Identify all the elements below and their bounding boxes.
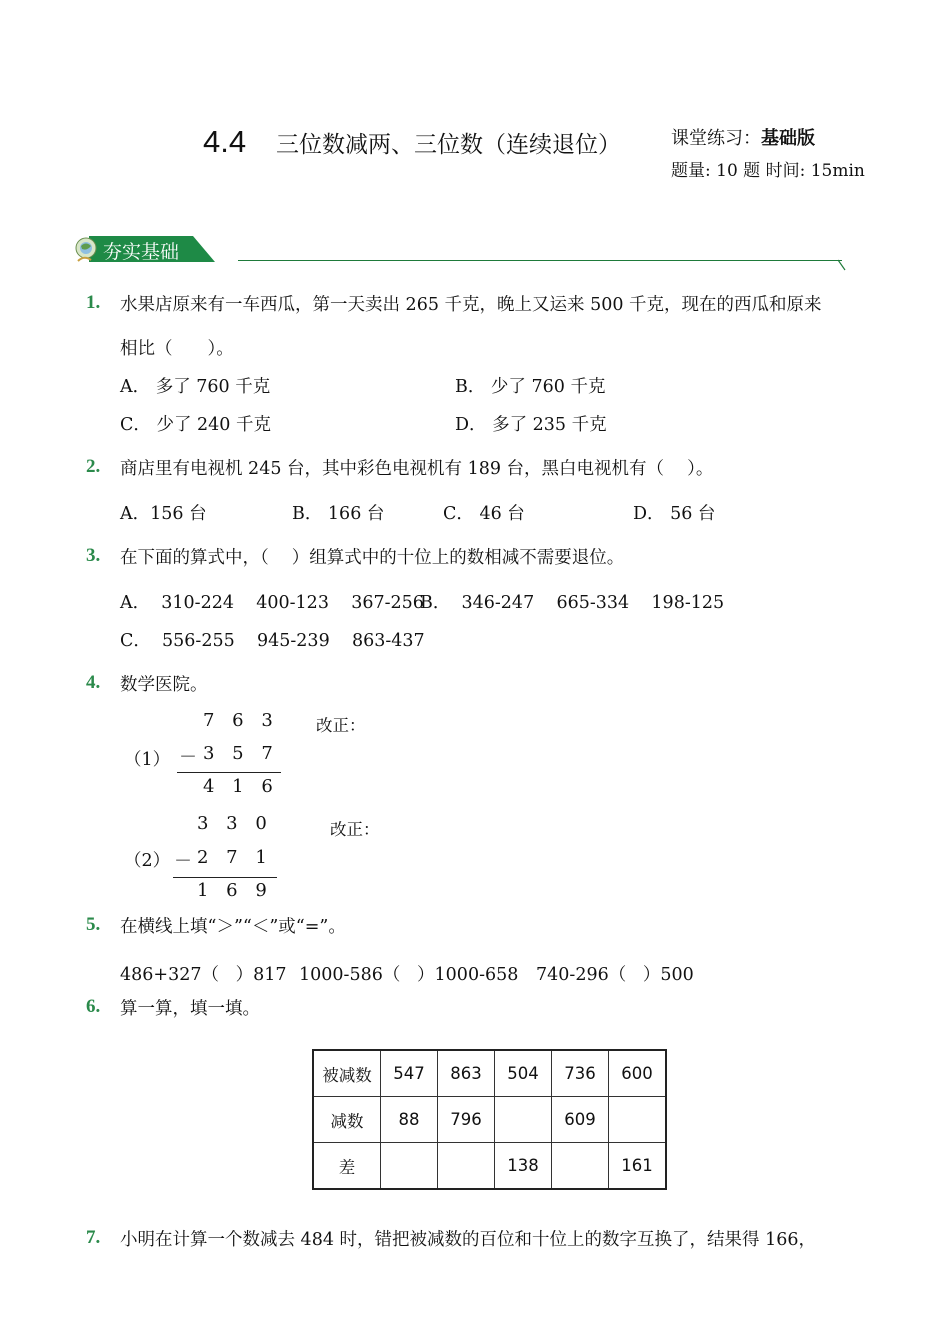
exercise-meta: 题量: 10 题 时间: 15min xyxy=(671,161,865,181)
q3-option-a[interactable]: A． 310-224 400-123 367-256 xyxy=(120,593,424,613)
table-cell[interactable] xyxy=(438,1143,495,1190)
q3-text: 在下面的算式中，（ ）组算式中的十位上的数相减不需要退位。 xyxy=(120,548,625,568)
section-divider xyxy=(238,260,842,261)
table-cell[interactable]: 138 xyxy=(495,1143,552,1190)
q2-number: 2. xyxy=(86,456,101,477)
q4-2-label: （2） xyxy=(124,851,171,871)
q5-item-1[interactable]: 486+327（ ）817 xyxy=(120,965,287,985)
exercise-type xyxy=(671,124,815,150)
divider-tail xyxy=(838,259,846,271)
table-cell[interactable] xyxy=(381,1143,438,1190)
q4-2-minus-sign: － xyxy=(174,851,192,872)
q4-2-rule xyxy=(173,877,277,878)
q3-number: 3. xyxy=(86,545,101,566)
q4-2-minuend: 3 3 0 xyxy=(197,813,273,834)
row-header: 减数 xyxy=(313,1097,381,1143)
q4-1-result: 4 1 6 xyxy=(203,776,279,797)
q5-text: 在横线上填“＞”“＜”或“=”。 xyxy=(120,917,346,937)
q1-text-line2: 相比（ ）。 xyxy=(120,339,234,359)
table-cell[interactable]: 796 xyxy=(438,1097,495,1143)
q4-2-result: 1 6 9 xyxy=(197,880,273,901)
q4-1-label: （1） xyxy=(124,750,171,770)
q4-1-minus-sign: － xyxy=(179,747,197,768)
row-header: 被减数 xyxy=(313,1050,381,1097)
exercise-level: 基础版 xyxy=(761,128,815,149)
q1-text-line1: 水果店原来有一车西瓜，第一天卖出 265 千克，晚上又运来 500 千克，现在的西瓜和原来 xyxy=(120,295,822,315)
q1-option-d[interactable]: D． 多了 235 千克 xyxy=(455,415,607,435)
q6-text: 算一算，填一填。 xyxy=(120,999,260,1019)
q2-option-b[interactable]: B． 166 台 xyxy=(292,504,385,524)
q1-option-c[interactable]: C． 少了 240 千克 xyxy=(120,415,271,435)
table-cell[interactable] xyxy=(609,1097,667,1143)
q4-1-minuend: 7 6 3 xyxy=(203,710,279,731)
section-title: 夯实基础 xyxy=(103,241,180,263)
q2-option-d[interactable]: D． 56 台 xyxy=(633,504,716,524)
q4-2-subtrahend: 2 7 1 xyxy=(197,847,273,868)
q4-1-fix-label: 改正： xyxy=(316,716,366,735)
table-cell[interactable]: 863 xyxy=(438,1050,495,1097)
q2-option-a[interactable]: A．156 台 xyxy=(120,504,207,524)
table-row-difference xyxy=(313,1143,666,1190)
table-cell[interactable]: 504 xyxy=(495,1050,552,1097)
q3-option-b[interactable]: B． 346-247 665-334 198-125 xyxy=(420,593,725,613)
q5-number: 5. xyxy=(86,914,101,935)
q5-item-3[interactable]: 740-296（ ）500 xyxy=(536,965,694,985)
q3-option-c[interactable]: C． 556-255 945-239 863-437 xyxy=(120,631,425,651)
exercise-label: 课堂练习： xyxy=(671,128,761,149)
section-banner xyxy=(75,233,215,264)
q7-text: 小明在计算一个数减去 484 时，错把被减数的百位和十位上的数字互换了，结果得 166， xyxy=(120,1230,816,1250)
q1-number: 1. xyxy=(86,292,101,313)
table-row-minuend xyxy=(313,1050,666,1097)
q2-text: 商店里有电视机 245 台，其中彩色电视机有 189 台，黑白电视机有（ ）。 xyxy=(120,459,714,479)
q4-number: 4. xyxy=(86,672,101,693)
q6-number: 6. xyxy=(86,996,101,1017)
table-cell[interactable]: 161 xyxy=(609,1143,667,1190)
q7-number: 7. xyxy=(86,1227,101,1248)
table-cell[interactable]: 88 xyxy=(381,1097,438,1143)
q4-text: 数学医院。 xyxy=(120,675,208,695)
subtraction-table xyxy=(312,1049,667,1190)
q5-item-2[interactable]: 1000-586（ ）1000-658 xyxy=(299,965,519,985)
row-header: 差 xyxy=(313,1143,381,1190)
lesson-number: 4.4 xyxy=(203,124,247,159)
q2-option-c[interactable]: C． 46 台 xyxy=(443,504,525,524)
q4-1-subtrahend: 3 5 7 xyxy=(203,743,279,764)
table-cell[interactable]: 600 xyxy=(609,1050,667,1097)
q4-2-fix-label: 改正： xyxy=(330,820,380,839)
table-row-subtrahend xyxy=(313,1097,666,1143)
q4-1-rule xyxy=(177,772,281,773)
table-cell[interactable]: 547 xyxy=(381,1050,438,1097)
q1-option-b[interactable]: B． 少了 760 千克 xyxy=(455,377,606,397)
table-cell[interactable]: 736 xyxy=(552,1050,609,1097)
table-cell[interactable] xyxy=(495,1097,552,1143)
table-cell[interactable]: 609 xyxy=(552,1097,609,1143)
q1-option-a[interactable]: A． 多了 760 千克 xyxy=(120,377,271,397)
lesson-title: 三位数减两、三位数（连续退位） xyxy=(276,132,621,158)
table-cell[interactable] xyxy=(552,1143,609,1190)
